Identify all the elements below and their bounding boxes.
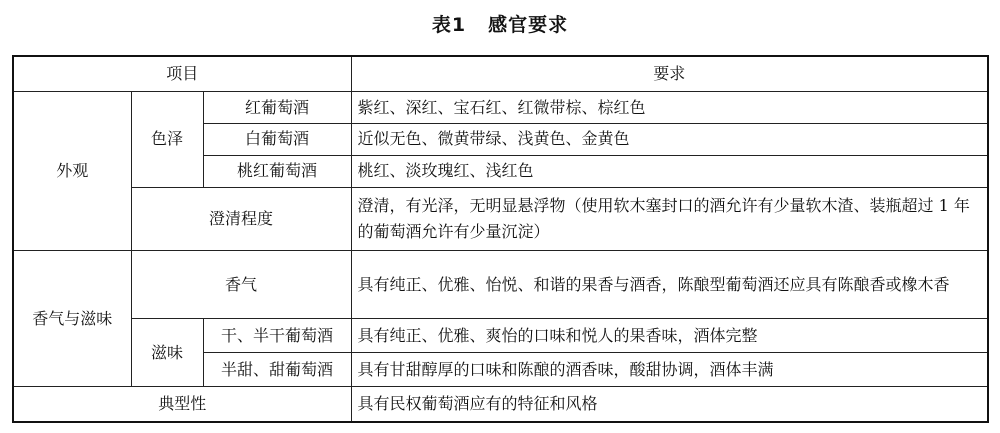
header-item: 项目 bbox=[13, 56, 351, 92]
color-label: 色泽 bbox=[131, 92, 203, 188]
wine-type-cell: 桃红葡萄酒 bbox=[203, 155, 351, 187]
requirement-cell: 具有甘甜醇厚的口味和陈酿的酒香味，酸甜协调，酒体丰满 bbox=[351, 353, 988, 387]
table-row bbox=[13, 319, 988, 353]
table-title bbox=[0, 10, 1000, 37]
taste-label: 滋味 bbox=[131, 319, 203, 387]
sensory-requirements-table bbox=[12, 55, 989, 423]
appearance-label: 外观 bbox=[13, 92, 131, 251]
requirement-cell: 具有民权葡萄酒应有的特征和风格 bbox=[351, 387, 988, 422]
table-row bbox=[13, 92, 988, 124]
header-row bbox=[13, 56, 988, 92]
wine-type-cell: 红葡萄酒 bbox=[203, 92, 351, 124]
wine-type-cell: 干、半干葡萄酒 bbox=[203, 319, 351, 353]
wine-type-cell: 半甜、甜葡萄酒 bbox=[203, 353, 351, 387]
header-requirement: 要求 bbox=[351, 56, 988, 92]
requirement-cell: 近似无色、微黄带绿、浅黄色、金黄色 bbox=[351, 123, 988, 155]
table-number: 表1 bbox=[431, 14, 467, 36]
wine-type-cell: 白葡萄酒 bbox=[203, 123, 351, 155]
table-caption: 感官要求 bbox=[488, 14, 569, 36]
requirement-cell: 桃红、淡玫瑰红、浅红色 bbox=[351, 155, 988, 187]
clarity-label: 澄清程度 bbox=[131, 187, 351, 251]
aroma-taste-label: 香气与滋味 bbox=[13, 251, 131, 387]
requirement-cell: 紫红、深红、宝石红、红微带棕、棕红色 bbox=[351, 92, 988, 124]
table-row bbox=[13, 251, 988, 319]
requirement-cell: 具有纯正、优雅、怡悦、和谐的果香与酒香，陈酿型葡萄酒还应具有陈酿香或橡木香 bbox=[351, 251, 988, 319]
aroma-label: 香气 bbox=[131, 251, 351, 319]
table-row bbox=[13, 387, 988, 422]
requirement-cell: 澄清，有光泽，无明显悬浮物（使用软木塞封口的酒允许有少量软木渣、装瓶超过 1 年的葡萄酒允许有少量沉淀） bbox=[351, 187, 988, 251]
requirement-cell: 具有纯正、优雅、爽怡的口味和悦人的果香味，酒体完整 bbox=[351, 319, 988, 353]
table-row bbox=[13, 187, 988, 251]
typicality-label: 典型性 bbox=[13, 387, 351, 422]
